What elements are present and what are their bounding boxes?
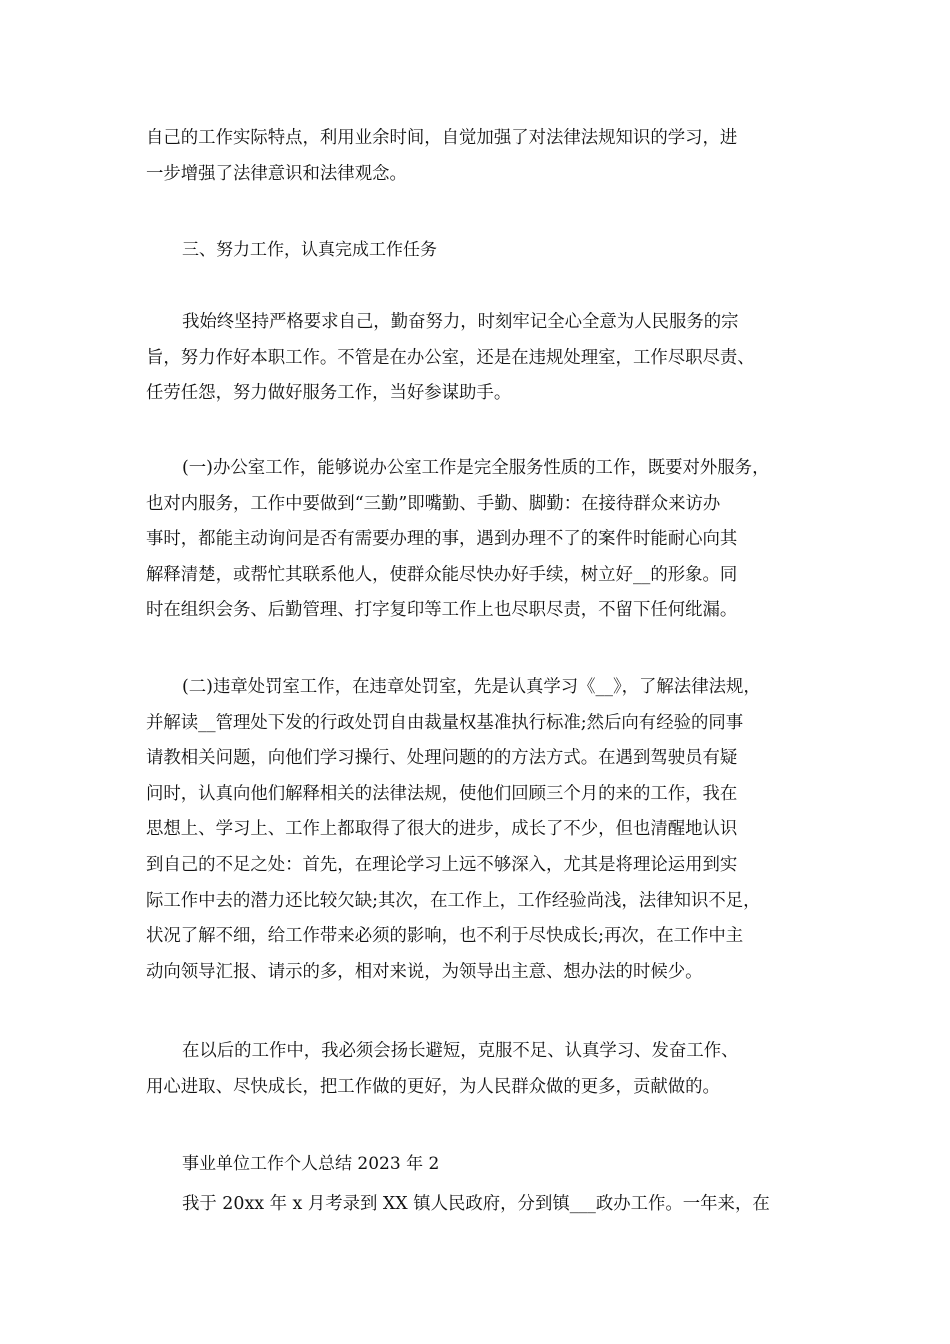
paragraph-future	[146, 1034, 826, 1105]
text-line: 一步增强了法律意识和法律观念。	[146, 163, 407, 184]
text-line: 也对内服务，工作中要做到“三勤”即嘴勤、手勤、脚勤：在接待群众来访办	[146, 493, 721, 514]
text-line: 动向领导汇报、请示的多，相对来说，为领导出主意、想办法的时候少。	[146, 961, 703, 982]
text-line: 任劳任怨，努力做好服务工作，当好参谋助手。	[146, 383, 512, 404]
text-line: 并解读__管理处下发的行政处罚自由裁量权基准执行标准;然后向有经验的同事	[146, 712, 744, 733]
document-title-text: 事业单位工作个人总结 2023 年 2	[182, 1154, 440, 1174]
paragraph-office-work	[146, 451, 826, 629]
text-line: 状况了解不细，给工作带来必须的影响，也不利于尽快成长;再次，在工作中主	[146, 926, 744, 947]
text-line: 在以后的工作中，我必须会扬长避短，克服不足、认真学习、发奋工作、	[182, 1041, 739, 1061]
text-line: 问时，认真向他们解释相关的法律法规，使他们回顾三个月的来的工作，我在	[146, 783, 738, 804]
paragraph-penalty-room	[146, 670, 826, 990]
text-line: (二)违章处罚室工作，在违章处罚室，先是认真学习《__》，了解法律法规，	[182, 677, 761, 697]
text-line: 事时，都能主动询问是否有需要办理的事，遇到办理不了的案件时能耐心向其	[146, 529, 738, 550]
section-heading	[146, 233, 826, 269]
text-line: 思想上、学习上、工作上都取得了很大的进步，成长了不少，但也清醒地认识	[146, 819, 738, 840]
paragraph-strict-self	[146, 305, 826, 412]
text-line: 我始终坚持严格要求自己，勤奋努力，时刻牢记全心全意为人民服务的宗	[182, 312, 739, 332]
text-line: 自己的工作实际特点，利用业余时间，自觉加强了对法律法规知识的学习，进	[146, 128, 738, 148]
text-line: 用心进取、尽快成长，把工作做的更好，为人民群众做的更多，贡献做的。	[146, 1076, 720, 1097]
paragraph-intro	[146, 1187, 826, 1223]
text-line: 到自己的不足之处：首先，在理论学习上远不够深入，尤其是将理论运用到实	[146, 854, 738, 875]
document-title	[146, 1147, 826, 1183]
text-line: 解释清楚，或帮忙其联系他人，使群众能尽快办好手续，树立好__的形象。同	[146, 564, 738, 585]
text-line: 请教相关问题，向他们学习操行、处理问题的的方法方式。在遇到驾驶员有疑	[146, 748, 738, 769]
text-line: 际工作中去的潜力还比较欠缺;其次，在工作上，工作经验尚浅，法律知识不足，	[146, 890, 761, 911]
text-line: (一)办公室工作，能够说办公室工作是完全服务性质的工作，既要对外服务，	[182, 458, 770, 478]
text-line: 旨，努力作好本职工作。不管是在办公室，还是在违规处理室，工作尽职尽责、	[146, 347, 755, 368]
paragraph-law-study-continued	[146, 121, 826, 192]
section-heading-text: 三、努力工作，认真完成工作任务	[182, 240, 437, 260]
text-line: 时在组织会务、后勤管理、打字复印等工作上也尽职尽责，不留下任何纰漏。	[146, 600, 738, 621]
text-line: 我于 20xx 年 x 月考录到 XX 镇人民政府，分到镇___政办工作。一年来，在	[182, 1194, 770, 1214]
